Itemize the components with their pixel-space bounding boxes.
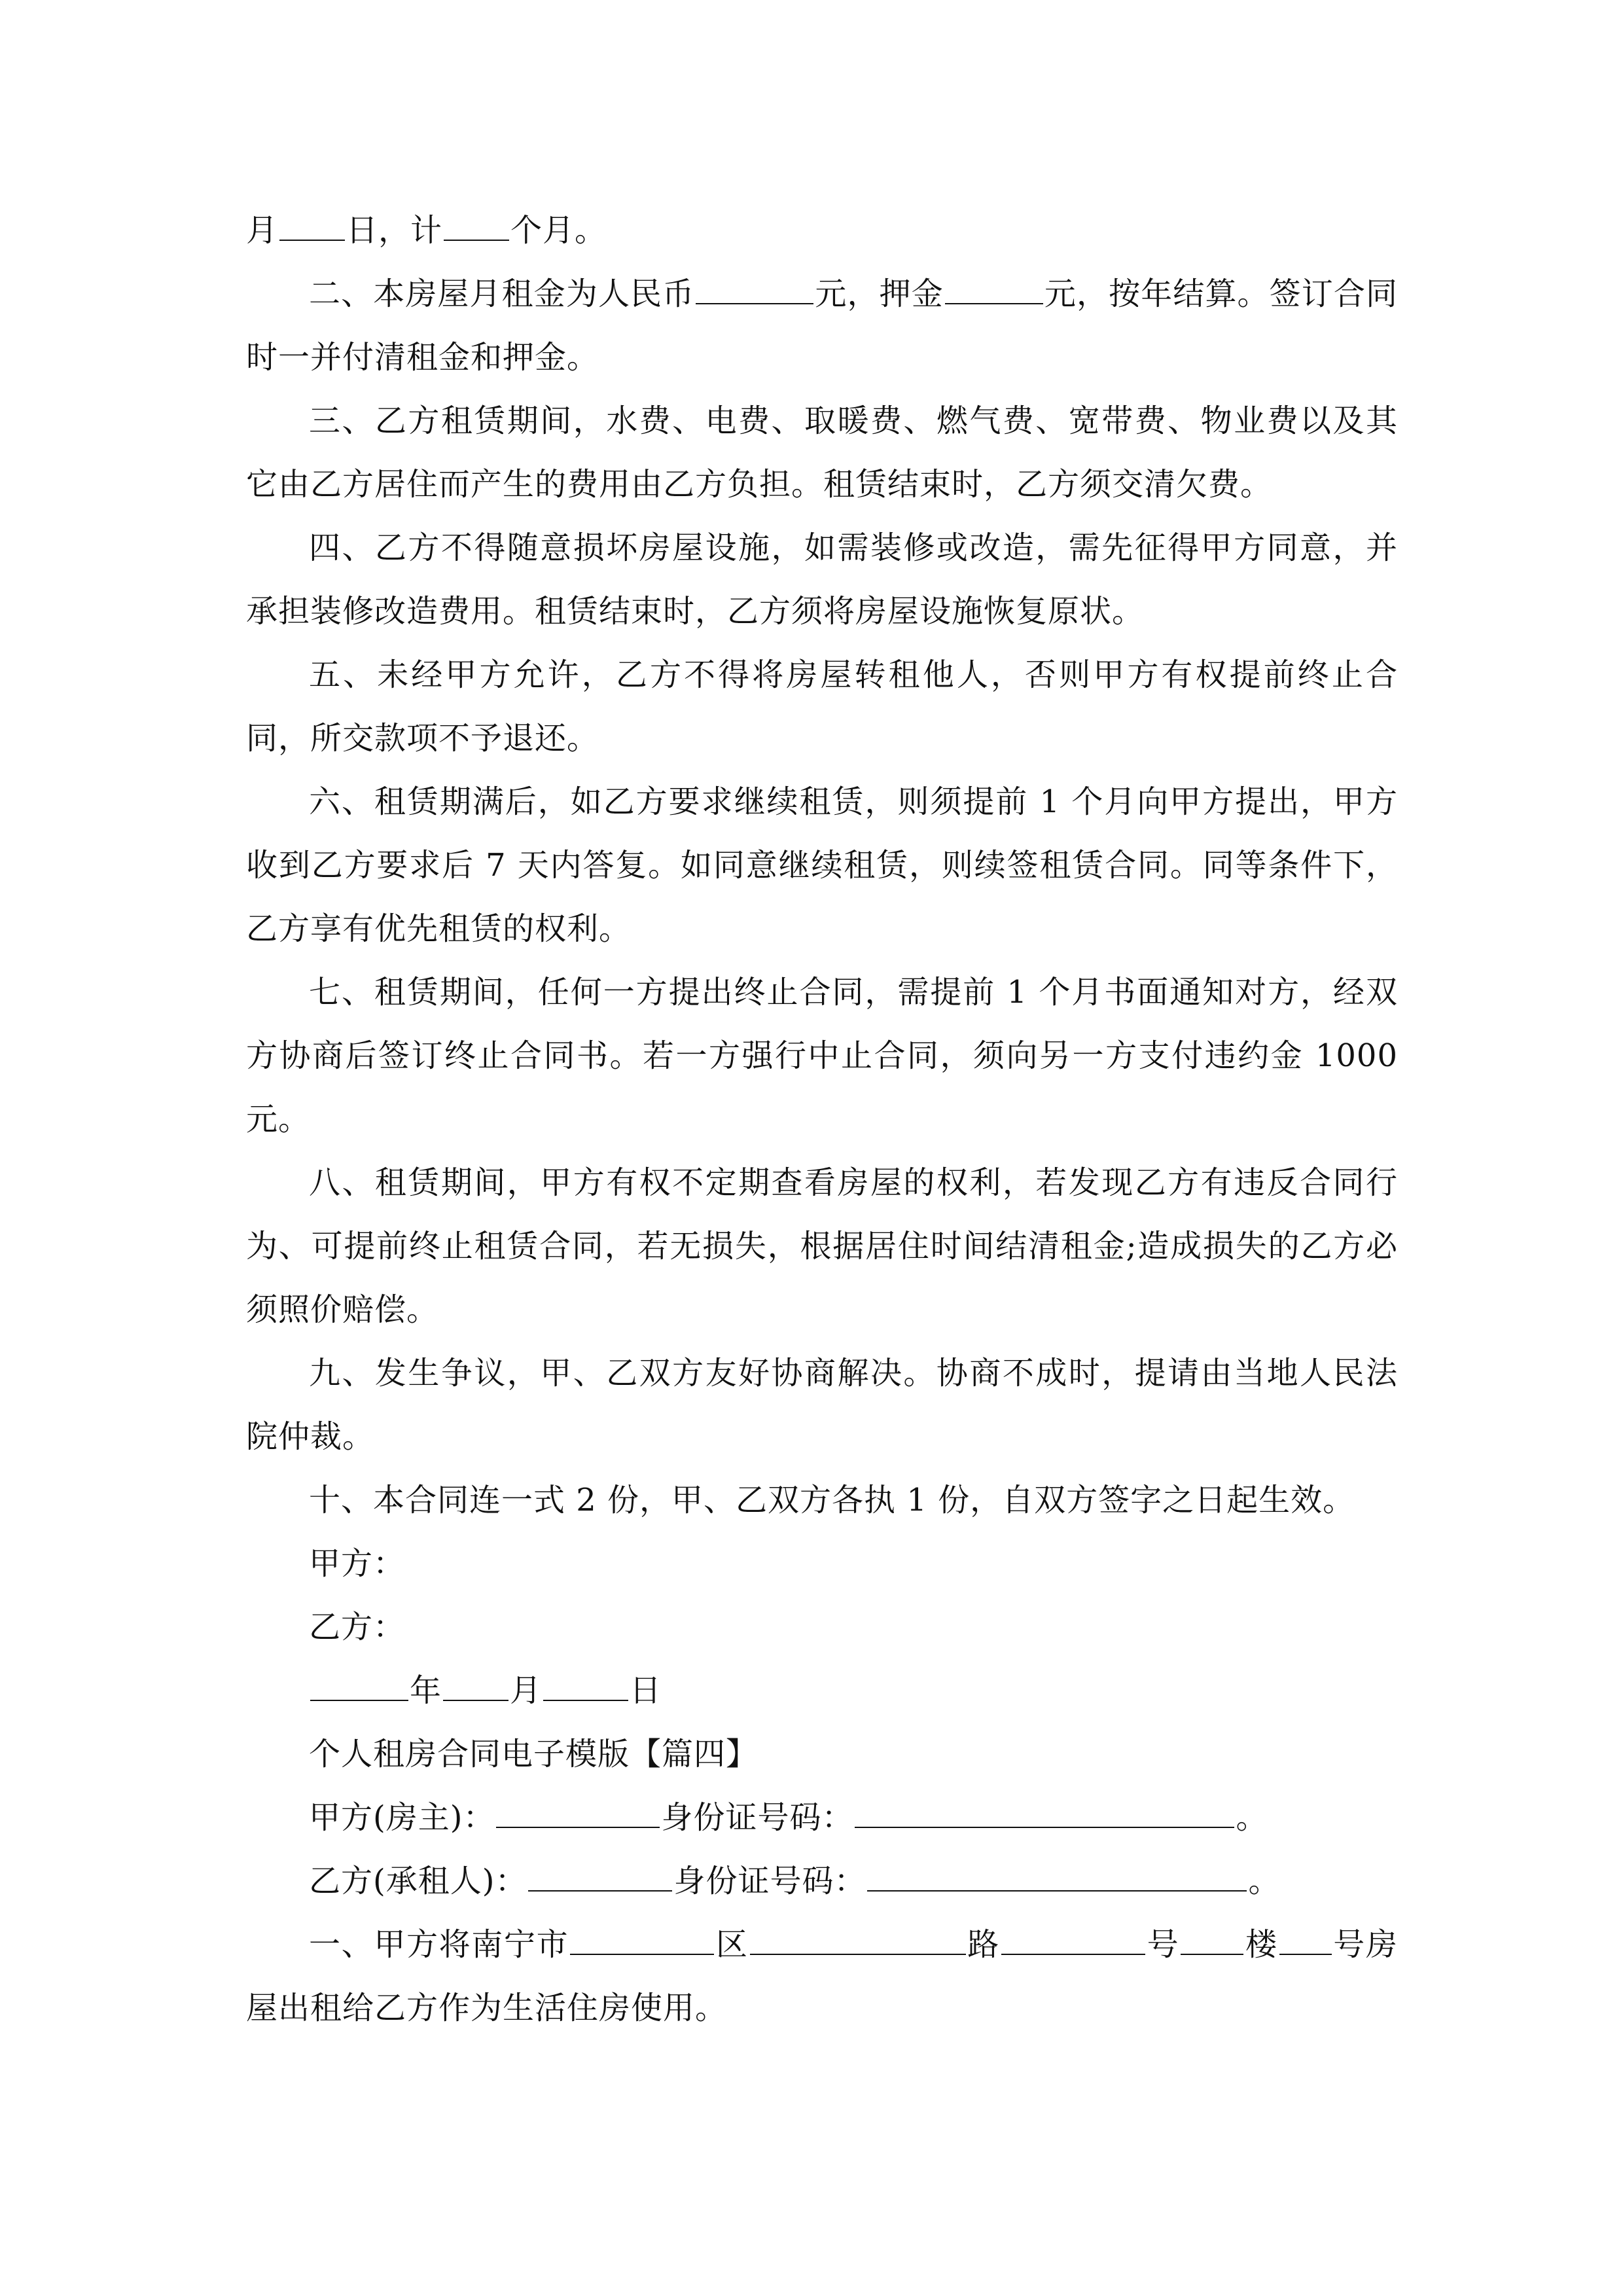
signature-party-a: 甲方： <box>309 1545 406 1582</box>
blank-deposit-amount <box>945 277 1043 304</box>
blank-year <box>310 1674 408 1701</box>
blank-tenant-name <box>528 1864 672 1892</box>
blank-months-field <box>444 213 509 241</box>
clause-2-settlement-text: 元，按年结算。签订合同时一并付清租金和押金。 <box>246 276 1398 376</box>
term-continuation-line <box>246 199 1398 262</box>
clause-5: 五、未经甲方允许，乙方不得将房屋转租他人，否则甲方有权提前终止合同，所交款项不予退还。 <box>246 656 1398 757</box>
clause-1-use-text: 号房屋出租给乙方作为生活住房使用。 <box>246 1926 1398 2026</box>
tenant-label: 乙方(承租人)： <box>309 1863 527 1899</box>
text-number: 号 <box>1146 1926 1180 1963</box>
blank-building <box>1181 1928 1243 1955</box>
blank-number <box>1001 1928 1145 1955</box>
blank-unit <box>1279 1928 1332 1955</box>
tenant-line <box>246 1850 1398 1913</box>
text-day: 日 <box>630 1672 662 1709</box>
clause-2 <box>246 262 1398 389</box>
text-month-date: 月 <box>510 1672 543 1709</box>
clause-8: 八、租赁期间，甲方有权不定期查看房屋的权利，若发现乙方有违反合同行为、可提前终止租赁合同，若无损失，根据居住时间结清租金;造成损失的乙方必须照价赔偿。 <box>246 1164 1398 1328</box>
blank-road <box>750 1928 966 1955</box>
clause-2-deposit-text: 元，押金 <box>815 276 944 312</box>
clause-2-rent-text: 二、本房屋月租金为人民币 <box>309 276 695 312</box>
clause-10: 十、本合同连一式 2 份，甲、乙双方各执 1 份，自双方签字之日起生效。 <box>309 1482 1355 1518</box>
clause-9: 九、发生争议，甲、乙双方友好协商解决。协商不成时，提请由当地人民法院仲裁。 <box>246 1355 1398 1455</box>
contract-body <box>246 199 1398 2040</box>
clause-3: 三、乙方租赁期间，水费、电费、取暖费、燃气费、宽带费、物业费以及其它由乙方居住而产生的费用由乙方负担。租赁结束时，乙方须交清欠费。 <box>246 403 1398 503</box>
text-year: 年 <box>410 1672 442 1709</box>
blank-district <box>570 1928 714 1955</box>
clause-4: 四、乙方不得随意损坏房屋设施，如需装修或改造，需先征得甲方同意，并承担装修改造费用。租赁结束时，乙方须将房屋设施恢复原状。 <box>246 529 1398 630</box>
blank-landlord-name <box>496 1801 660 1828</box>
tenant-line-end: 。 <box>1248 1863 1281 1899</box>
landlord-line-end: 。 <box>1236 1799 1268 1836</box>
blank-month <box>443 1674 508 1701</box>
landlord-label: 甲方(房主)： <box>309 1799 495 1836</box>
text-month: 月 <box>246 212 279 249</box>
blank-day <box>543 1674 628 1701</box>
signature-party-b: 乙方： <box>309 1609 406 1645</box>
landlord-line <box>246 1786 1398 1850</box>
landlord-id-label: 身份证号码： <box>661 1799 854 1836</box>
text-building: 楼 <box>1245 1926 1278 1963</box>
text-months: 个月。 <box>510 212 607 249</box>
text-day-total: 日，计 <box>346 212 443 249</box>
blank-rent-amount <box>696 277 813 304</box>
blank-day-field <box>279 213 345 241</box>
clause-7: 七、租赁期间，任何一方提出终止合同，需提前 1 个月书面通知对方，经双方协商后签订终止合同书。若一方强行中止合同，须向另一方支付违约金 1000 元。 <box>246 974 1398 1138</box>
text-district: 区 <box>715 1926 749 1963</box>
clause-6: 六、租赁期满后，如乙方要求继续租赁，则须提前 1 个月向甲方提出，甲方收到乙方要求后 7 天内答复。如同意继续租赁，则续签租赁合同。同等条件下，乙方享有优先租赁的权利。 <box>246 783 1398 947</box>
tenant-id-label: 身份证号码： <box>673 1863 866 1899</box>
signature-date <box>246 1659 1398 1723</box>
clause-1-city-text: 一、甲方将南宁市 <box>309 1926 569 1963</box>
section-title: 个人租房合同电子模版【篇四】 <box>309 1736 758 1772</box>
blank-tenant-id <box>867 1864 1247 1892</box>
blank-landlord-id <box>855 1801 1234 1828</box>
clause-1-new <box>246 1913 1398 2040</box>
text-road: 路 <box>967 1926 1000 1963</box>
